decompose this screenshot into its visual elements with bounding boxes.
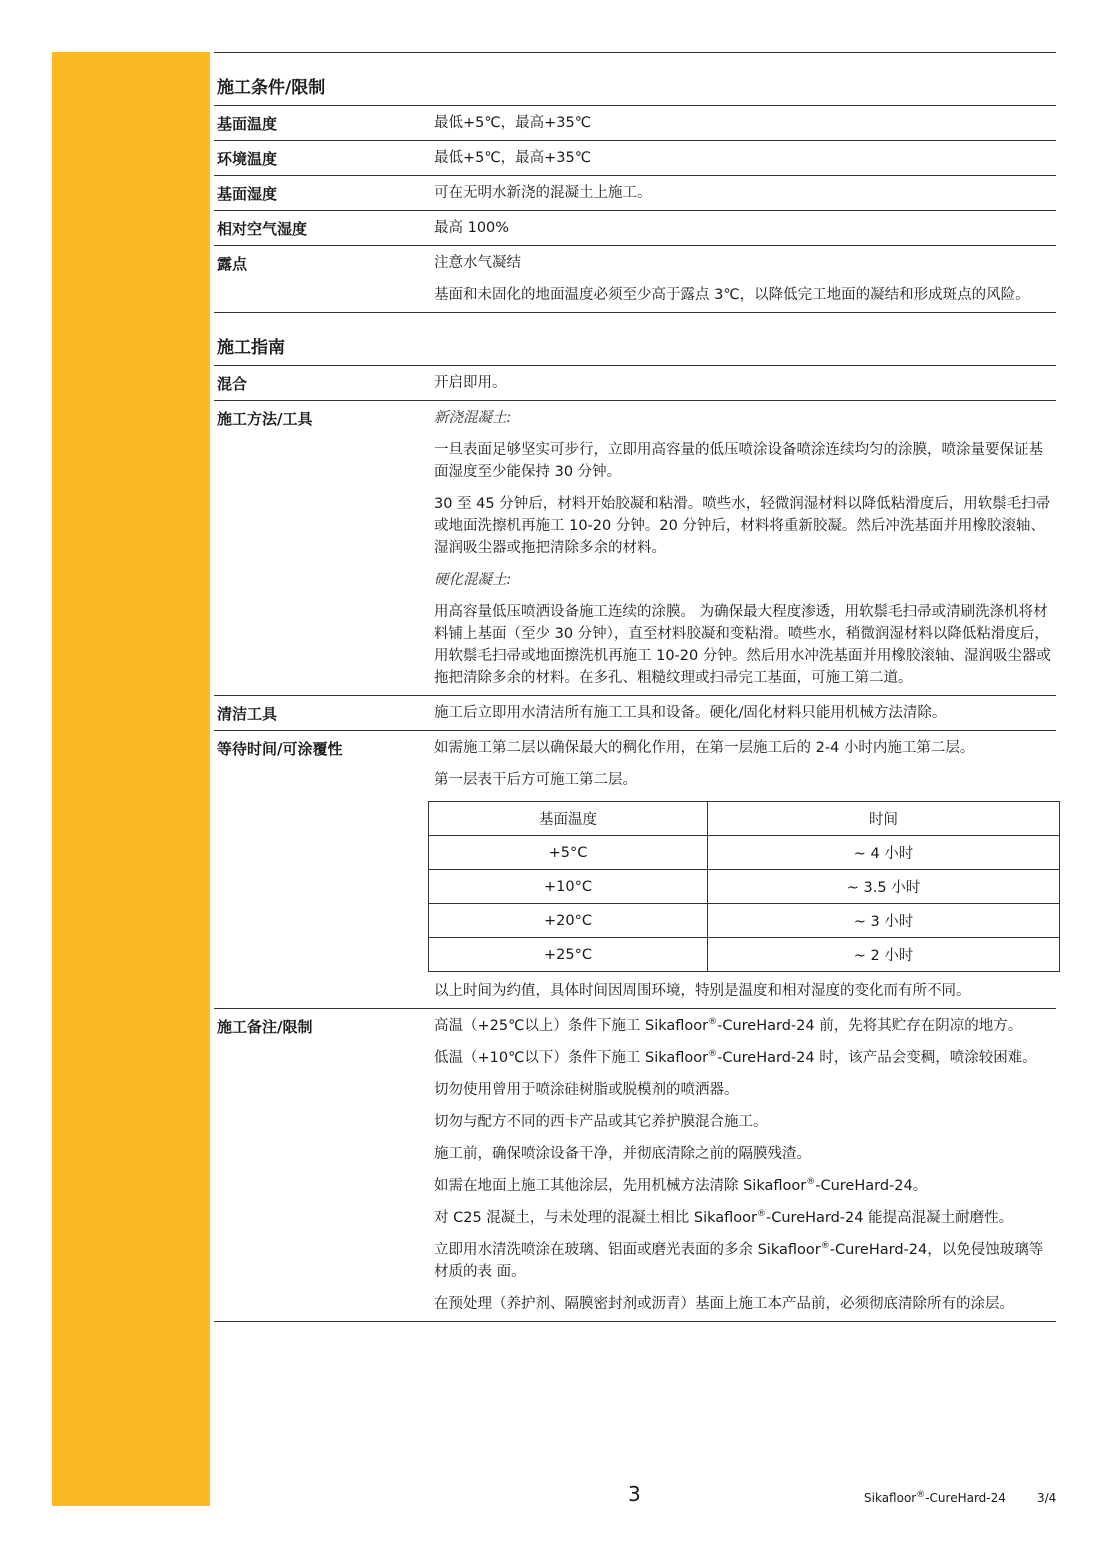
row-value: 施工后立即用水清洁所有施工工具和设备。硬化/固化材料只能用机械方法清除。 [434,705,947,721]
row-application-remarks [214,1009,1056,1322]
row-application-method [214,401,1056,696]
remark: 高温（+25℃以上）条件下施工 Sikafloor®-CureHard-24 前，先将其贮存在阴凉的地方。 [434,1017,1023,1034]
table-row [429,938,1060,972]
row-label: 混合 [217,375,248,393]
row-ambient-temp [214,141,1056,176]
row-label: 露点 [217,255,248,273]
table-row [429,836,1060,870]
paragraph: 一旦表面足够坚实可步行，立即用高容量的低压喷涂设备喷涂连续均匀的涂膜，喷涂量要保证基面湿度至少能保持 30 分钟。 [434,442,1043,480]
row-value: 最低+5℃，最高+35℃ [434,115,592,131]
table-cell: ~ 3.5 小时 [707,870,1059,904]
remark: 立即用水清洗喷涂在玻璃、铝面或磨光表面的多余 Sikafloor®-CureHard-24，以免侵蚀玻璃等材质的表 面。 [434,1241,1044,1280]
row-substrate-moisture [214,176,1056,211]
table-cell: ~ 4 小时 [707,836,1059,870]
paragraph: 如需施工第二层以确保最大的稠化作用，在第一层施工后的 2-4 小时内施工第二层。 [434,740,975,756]
row-label: 等待时间/可涂覆性 [217,740,343,758]
row-label: 环境温度 [217,150,278,168]
row-label: 施工备注/限制 [217,1018,313,1036]
waiting-time-table [428,801,1060,972]
row-label: 相对空气湿度 [217,220,308,238]
table-cell: +5°C [429,836,708,870]
footer-page-of: 3/4 [1037,1491,1057,1505]
row-label: 清洁工具 [217,705,278,723]
table-cell: +25°C [429,938,708,972]
remark: 低温（+10℃以下）条件下施工 Sikafloor®-CureHard-24 时，该产品会变稠，喷涂较困难。 [434,1049,1037,1066]
row-value: 可在无明水新浇的混凝土上施工。 [434,185,652,201]
table-header-row [429,802,1060,836]
remark: 切勿使用曾用于喷涂硅树脂或脱模剂的喷洒器。 [434,1082,739,1098]
row-value: 注意水气凝结 [434,255,521,271]
remark: 施工前，确保喷涂设备干净，并彻底清除之前的隔膜残渣。 [434,1146,811,1162]
brand-sidebar [52,52,210,1506]
row-dew-point [214,246,1056,313]
table-header: 时间 [707,802,1059,836]
section-title-instructions: 施工指南 [214,313,1056,366]
row-relative-humidity [214,211,1056,246]
table-cell: ~ 2 小时 [707,938,1059,972]
row-waiting-time [214,731,1056,1009]
paragraph: 30 至 45 分钟后，材料开始胶凝和粘滑。喷些水，轻微润湿材料以降低粘滑度后，用软鬃毛扫帚或地面洗擦机再施工 10-20 分钟。20 分钟后，材料将重新胶凝。然后冲洗基面并用橡胶滚轴、湿润吸尘器或拖把清除多余的材料。 [434,496,1051,556]
subheading-hardened-concrete: 硬化混凝土: [434,572,512,588]
row-value: 最低+5℃，最高+35℃ [434,150,592,166]
row-cleaning-tools [214,696,1056,731]
remark: 在预处理（养护剂、隔膜密封剂或沥青）基面上施工本产品前，必须彻底清除所有的涂层。 [434,1296,1014,1312]
paragraph: 第一层表干后方可施工第二层。 [434,772,637,788]
section-title-conditions: 施工条件/限制 [214,53,1056,106]
row-mixing [214,366,1056,401]
row-value: 开启即用。 [434,375,507,391]
table-row [429,904,1060,938]
table-row [429,870,1060,904]
remark: 切勿与配方不同的西卡产品或其它养护膜混合施工。 [434,1114,768,1130]
row-label: 基面湿度 [217,185,278,203]
remark: 如需在地面上施工其他涂层，先用机械方法清除 Sikafloor®-CureHard-24。 [434,1177,928,1194]
row-substrate-temp [214,106,1056,141]
paragraph: 用高容量低压喷洒设备施工连续的涂膜。 为确保最大程度渗透，用软鬃毛扫帚或清刷洗涤机将材料铺上基面（至少 30 分钟），直至材料胶凝和变粘滑。喷些水，稍微润湿材料以降低粘滑度后，用软鬃毛扫帚或地面擦洗机再施工 10-20 分钟。然后用水冲洗基面并用橡胶滚轴、湿润吸尘器或拖把清除多余的材料。在多孔、粗糙纹理或扫帚完工基面，可施工第二道。 [434,604,1051,686]
page-content [214,52,1056,1322]
table-note: 以上时间为约值，具体时间因周围环境，特别是温度和相对湿度的变化而有所不同。 [434,983,971,999]
row-label: 基面温度 [217,115,278,133]
table-header: 基面温度 [429,802,708,836]
table-cell: +10°C [429,870,708,904]
row-value: 最高 100% [434,220,510,236]
subheading-fresh-concrete: 新浇混凝土: [434,410,512,426]
footer-product-name: Sikafloor®-CureHard-24 [864,1490,1006,1505]
table-cell: +20°C [429,904,708,938]
remark: 对 C25 混凝土，与未处理的混凝土相比 Sikafloor®-CureHard-24 能提高混凝土耐磨性。 [434,1209,1014,1226]
table-cell: ~ 3 小时 [707,904,1059,938]
page-number: 3 [628,1482,641,1506]
row-value: 基面和未固化的地面温度必须至少高于露点 3℃，以降低完工地面的凝结和形成斑点的风险。 [434,287,1030,303]
row-label: 施工方法/工具 [217,410,313,428]
